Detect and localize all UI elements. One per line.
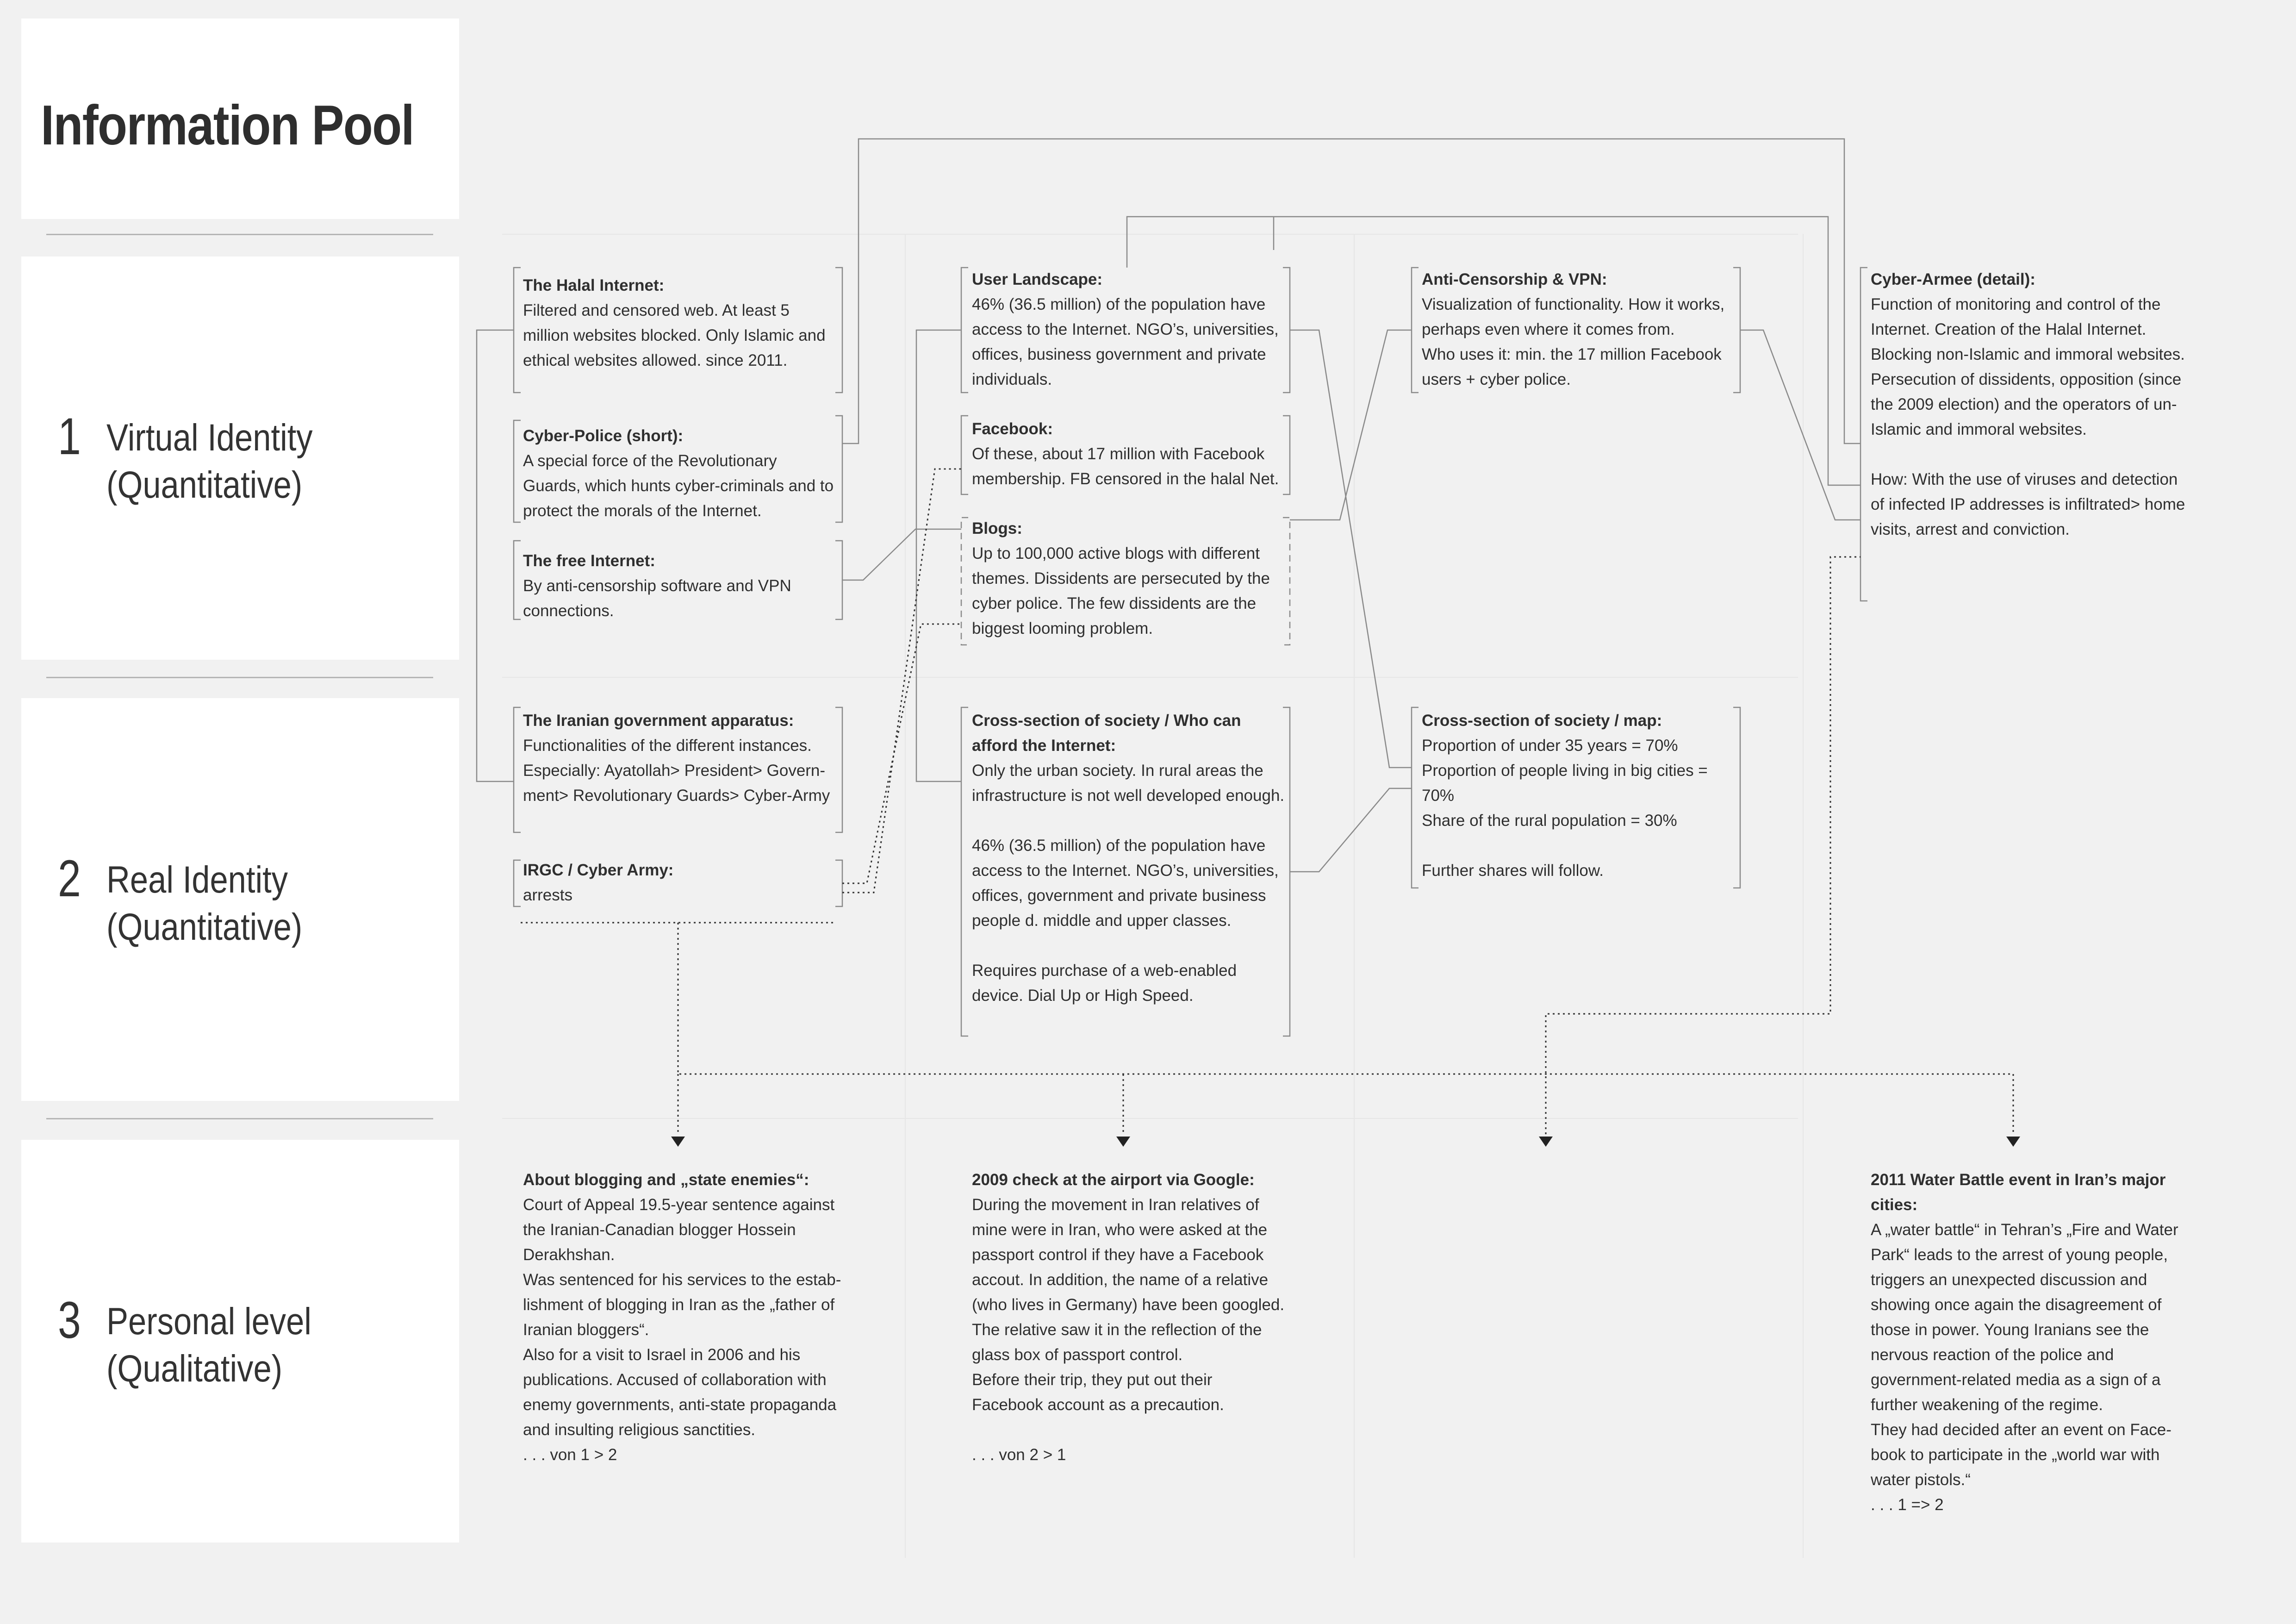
box-text: Only the urban society. In rural areas the infrastructure is not well developed enough. (972, 762, 1285, 805)
box-note: . . . von 2 > 1 (972, 1446, 1066, 1464)
cyber-armee-box (1871, 267, 2195, 542)
box-text: During the movement in Iran relatives of mine were in Iran, who were asked at the passport control if they have a Facebook accout. In addition, the name of a relative (who lives in Germany) have been googled. The relative saw it in the reflection of the glass box of passport control. Before their trip, they put out their Facebook account as a precaution. (972, 1196, 1285, 1414)
box-title: The free Internet: (523, 552, 655, 570)
water-battle-box (1871, 1168, 2190, 1518)
box-text: How: With the use of viruses and detection of infected IP addresses is infiltrated> home visits, arrest and conviction. (1871, 470, 2185, 538)
box-title: 2009 check at the airport via Google: (972, 1171, 1255, 1189)
box-title: IRGC / Cyber Army: (523, 861, 674, 879)
box-text: Of these, about 17 million with Facebook membership. FB censored in the halal Net. (972, 445, 1279, 488)
box-text: Filtered and censored web. At least 5 million websites blocked. Only Islamic and ethical websites allowed. since 2011. (523, 301, 826, 369)
cyber-police-box (523, 424, 838, 524)
row-label-line: (Qualitative) (106, 1348, 283, 1390)
box-title: 2011 Water Battle event in Iran’s major cities: (1871, 1171, 2166, 1214)
row-label-line: (Quantitative) (106, 906, 303, 948)
box-text: Requires purchase of a web-enabled device. Dial Up or High Speed. (972, 962, 1237, 1005)
row-label-line: Virtual Identity (106, 417, 313, 459)
box-title: Blogs: (972, 519, 1022, 537)
free-internet-box (523, 549, 810, 624)
row-number: 3 (58, 1291, 81, 1349)
cross-section-map-box (1422, 708, 1718, 883)
blogging-box (523, 1168, 842, 1468)
box-text: Visualization of functionality. How it works, perhaps even where it comes from. Who uses it: min. the 17 million Facebook users + cyber police. (1422, 295, 1725, 388)
box-text: A special force of the Revolutionary Guards, which hunts cyber-criminals and to protect the morals of the Internet. (523, 452, 834, 520)
box-title: Cross-section of society / Who can afford the Internet: (972, 712, 1241, 755)
user-landscape-box (972, 267, 1287, 392)
box-text: Up to 100,000 active blogs with different themes. Dissidents are persecuted by the cyber police. The few dissidents are the biggest looming problem. (972, 544, 1270, 637)
box-text: 46% (36.5 million) of the population have access to the Internet. NGO’s, universities, offices, government and private business people d. middle and upper classes. (972, 837, 1279, 930)
cross-section-box (972, 708, 1287, 1008)
box-text: By anti-censorship software and VPN connections. (523, 577, 791, 620)
box-text: Further shares will follow. (1422, 862, 1604, 880)
box-title: About blogging and „state enemies“: (523, 1171, 809, 1189)
box-title: User Landscape: (972, 270, 1103, 288)
row-number: 1 (58, 407, 81, 465)
box-title: Cyber-Police (short): (523, 427, 684, 445)
box-title: Cyber-Armee (detail): (1871, 270, 2035, 288)
row-label-line: (Quantitative) (106, 464, 303, 506)
blogs-box (972, 516, 1273, 641)
box-text: Proportion of under 35 years = 70% Proportion of people living in big cities = 70% Share of the rural population = 30% (1422, 737, 1708, 830)
box-title: The Halal Internet: (523, 276, 665, 294)
box-title: The Iranian government apparatus: (523, 712, 794, 730)
anti-censorship-box (1422, 267, 1736, 392)
page-title: Information Pool (41, 94, 414, 156)
government-apparatus-box (523, 708, 838, 808)
row-label-line: Personal level (106, 1300, 311, 1343)
box-text: Function of monitoring and control of the Internet. Creation of the Halal Internet. Blocking non-Islamic and immoral websites. Persecution of dissidents, opposition (since the 2009 election) and the operators of un-Islamic and immoral websites. (1871, 295, 2185, 438)
halal-internet-box (523, 273, 838, 373)
row-label-line: Real Identity (106, 859, 288, 901)
box-title: Facebook: (972, 420, 1053, 438)
box-text: arrests (523, 886, 572, 904)
box-text: Court of Appeal 19.5-year sentence against the Iranian-Canadian blogger Hossein Derakhshan. Was sentenced for his services to the estab-lishment of blogging in Iran as the „father of Iranian bloggers“. Also for a visit to Israel in 2006 and his publications. Accused of collaboration with enemy governments, anti-state propaganda and insulting religious sanctities. . . . von 1 > 2 (523, 1196, 841, 1464)
row-number: 2 (58, 849, 81, 907)
box-text: A „water battle“ in Tehran’s „Fire and Water Park“ leads to the arrest of young people, triggers an unexpected discussion and showing once again the disagreement of those in power. Young Iranians see the nervous reaction of the police and government-related media as a sign of a further weakening of the regime. They had decided after an event on Face-book to participate in the „world war with water pistols.“ . . . 1 => 2 (1871, 1221, 2178, 1514)
facebook-box (972, 417, 1287, 492)
irgc-box (523, 858, 801, 908)
airport-box (972, 1168, 1287, 1468)
box-title: Anti-Censorship & VPN: (1422, 270, 1607, 288)
box-text: Functionalities of the different instances. Especially: Ayatollah> President> Govern-ment> Revolutionary Guards> Cyber-Army (523, 737, 830, 805)
box-text: 46% (36.5 million) of the population have access to the Internet. NGO’s, universities, offices, business government and private individuals. (972, 295, 1279, 388)
box-title: Cross-section of society / map: (1422, 712, 1662, 730)
